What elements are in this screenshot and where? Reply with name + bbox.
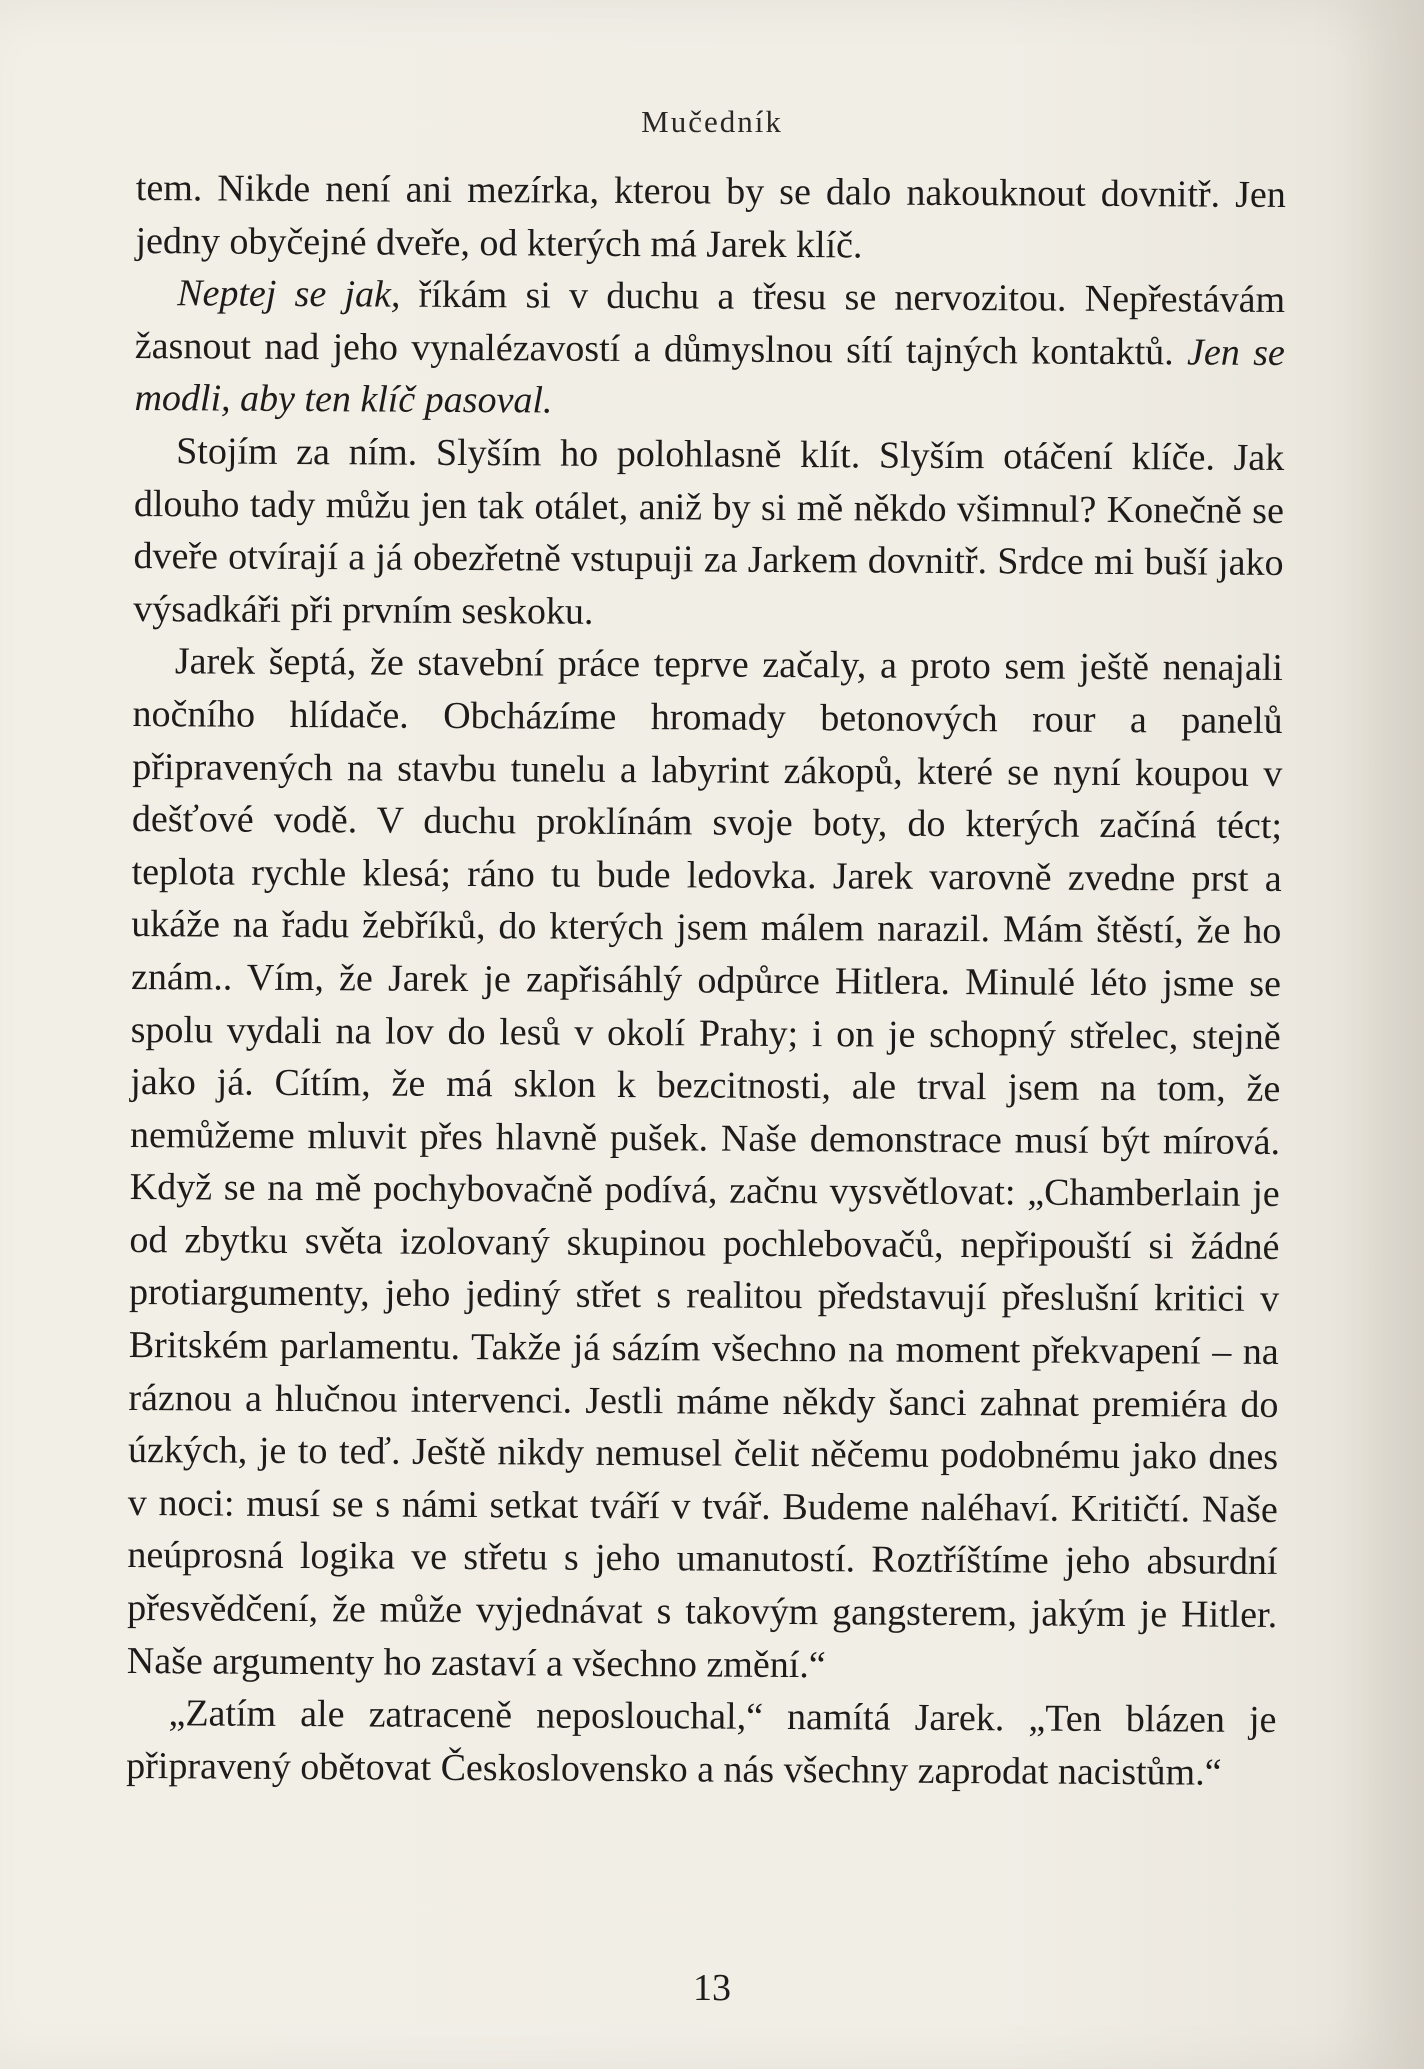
page-number: 13 xyxy=(693,1967,731,2009)
paragraph-1: tem. Nikde není ani mezírka, kterou by se dalo nakouknout dovnitř. Jen jedny obyčejné dveře, od kterých má Jarek klíč. xyxy=(135,166,1286,267)
italic-phrase-2: Jen se modli, aby ten klíč pasoval. xyxy=(134,331,1285,422)
show-through-shadow xyxy=(1334,0,1424,2069)
italic-phrase-1: Neptej se jak, xyxy=(177,272,401,316)
paragraph-4: Jarek šeptá, že stavební práce teprve začaly, a proto sem ještě nenajali nočního hlídače. Obcházíme hromady betonových rour a panelů připravených na stavbu tunelu a labyrint zákopů, které se nyní koupou v dešťové vodě. V duchu proklínám svoje boty, do kterých začíná téct; teplota rychle klesá; ráno tu bude ledovka. Jarek varovně zvedne prst a ukáže na řadu žebříků, do kterých jsem málem narazil. Mám štěstí, že ho znám.. Vím, že Jarek je zapřisáhlý odpůrce Hitlera. Minulé léto jsme se spolu vydali na lov do lesů v okolí Prahy; i on je schopný střelec, stejně jako já. Cítím, že má sklon k bezcitnosti, ale trval jsem na tom, že nemůžeme mluvit přes hlavně pušek. Naše demonstrace musí být mírová. Když se na mě pochybovačně podívá, začnu vysvětlovat: „Chamberlain je od zbytku světa izolovaný skupinou pochlebovačů, nepřipouští si žádné protiargumenty, jeho jediný střet s realitou představují přeslušní kritici v Britském parlamentu. Takže já sázím všechno na moment překvapení – na ráznou a hlučnou intervenci. Jestli máme někdy šanci zahnat premiéra do úzkých, je to teď. Ještě nikdy nemusel čelit něčemu podobnému jako dnes v noci: musí se s námi setkat tváří v tvář. Budeme naléhaví. Kritičtí. Naše neúprosná logika ve střetu s jeho umanutostí. Roztříštíme jeho absurdní přesvědčení, že může vyjednávat s takovým gangsterem, jakým je Hitler. Naše argumenty ho zastaví a všechno změní.“ xyxy=(126,640,1284,1686)
running-header: Mučedník xyxy=(641,104,783,139)
paragraph-5: „Zatím ale zatraceně neposlouchal,“ namítá Jarek. „Ten blázen je připravený obětovat Československo a nás všechny zaprodat nacistům.“ xyxy=(126,1692,1277,1794)
paragraph-2 xyxy=(134,267,1285,432)
paragraph-2-text: říkám si v duchu a třesu se nervozitou. Nepřestávám žasnout nad jeho vynalézavostí a důmyslnou sítí tajných kontaktů. xyxy=(134,273,1286,374)
body-text xyxy=(126,162,1286,1799)
paragraph-3: Stojím za ním. Slyším ho polohlasně klít. Slyším otáčení klíče. Jak dlouho tady můžu jen tak otálet, aniž by si mě někdo všimnul? Konečně se dveře otvírají a já obezřetně vstupuji za Jarkem dovnitř. Srdce mi buší jako výsadkáři při prvním seskoku. xyxy=(133,430,1285,633)
